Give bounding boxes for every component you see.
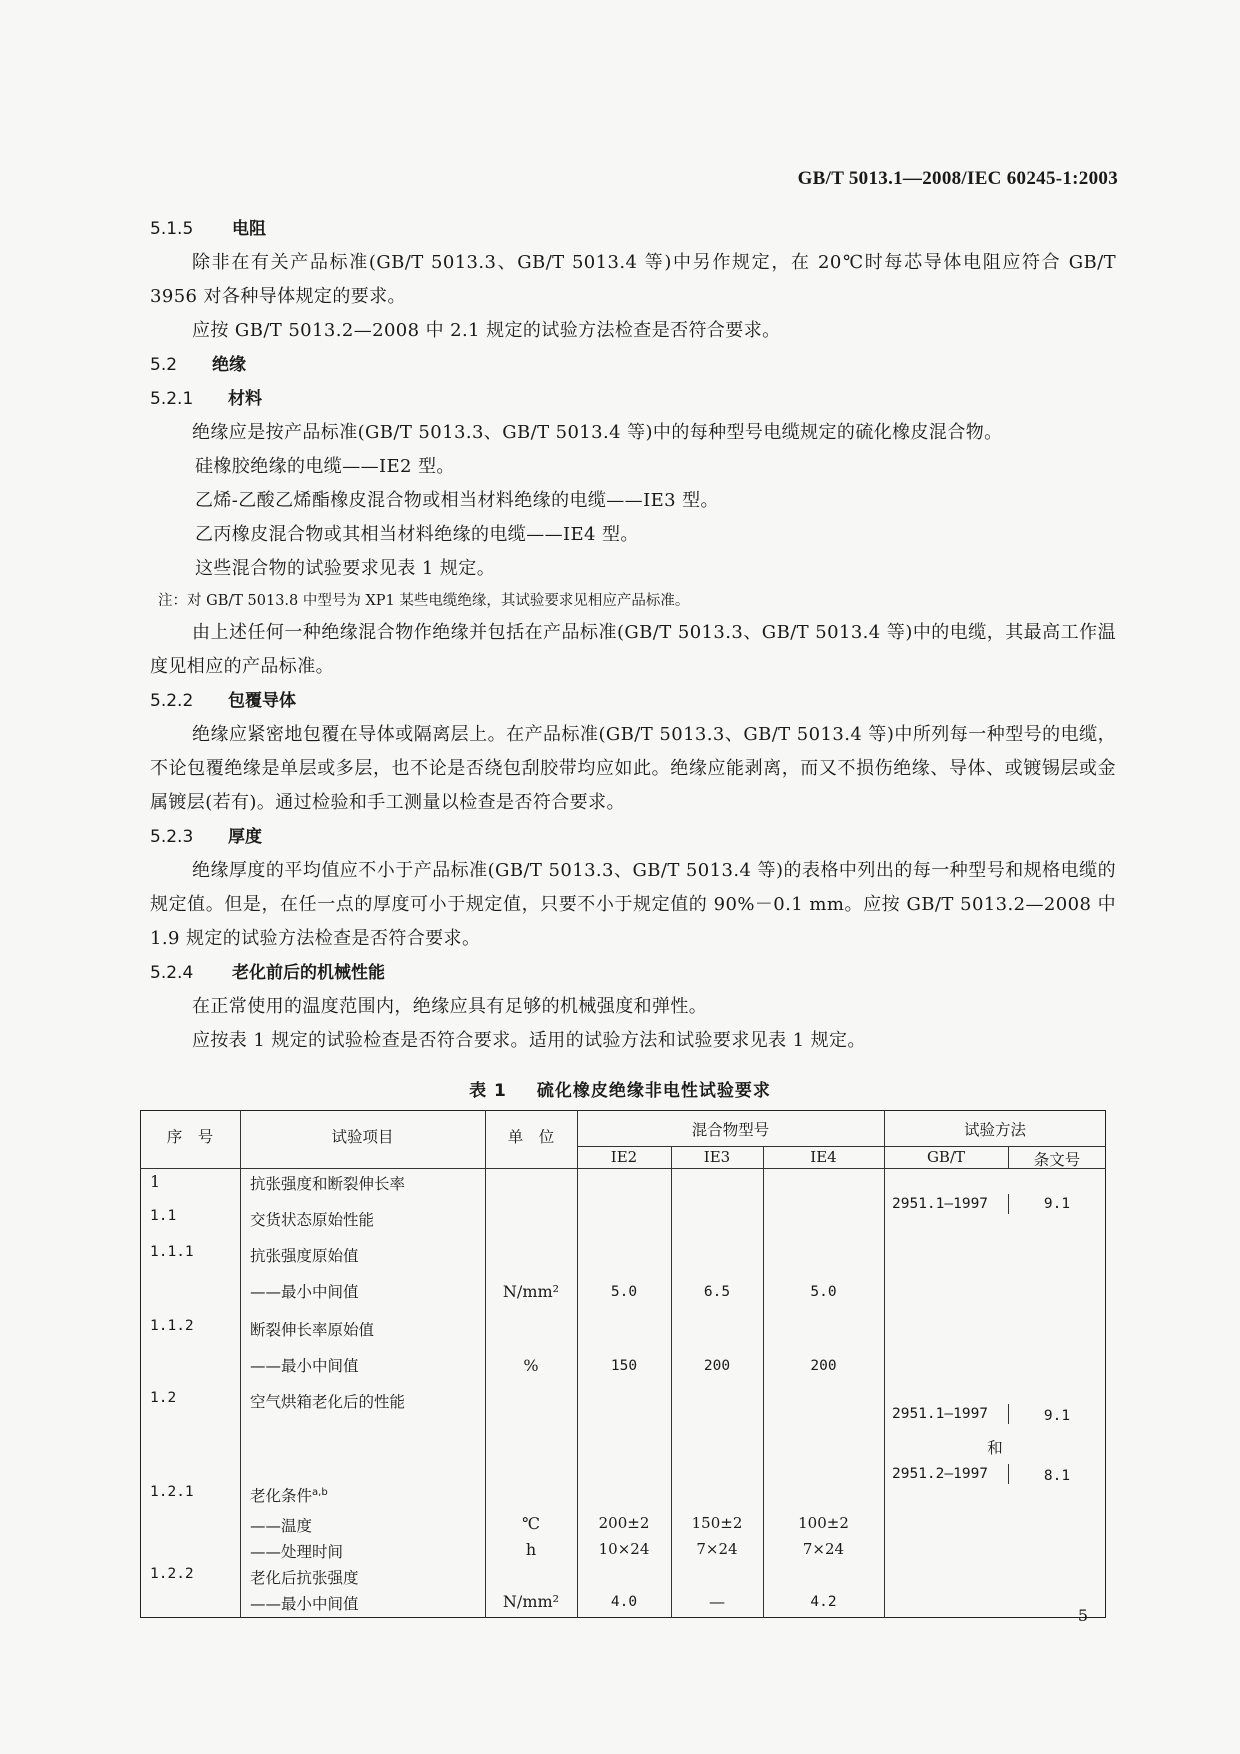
section-5-2-heading [150,348,1116,382]
cell-item: ——温度 [250,1517,313,1535]
cell-seq: 1 [150,1172,161,1191]
footnote-marker: a,b [312,1486,328,1498]
cell-gbt: 2951.1—1997 [892,1196,989,1212]
cell-unit: % [523,1356,539,1375]
header-item: 试验项目 [331,1128,394,1146]
cell-item: ——最小中间值 [250,1595,359,1613]
cell-and: 和 [987,1439,1003,1457]
cell-unit: ℃ [522,1514,540,1533]
cell-item: 老化后抗张强度 [250,1569,359,1587]
cell-clause: 9.1 [1043,1408,1071,1424]
cell-ie2: 5.0 [610,1284,638,1300]
cell-seq: 1.2.2 [150,1566,194,1582]
paragraph: 绝缘厚度的平均值应不小于产品标准(GB/T 5013.3、GB/T 5013.4 等)的表格中列出的每一种型号和规格电缆的规定值。但是，在任一点的厚度可小于规定值，只要不小于规定值的 90%－0.1 mm。应按 GB/T 5013.2—2008 中 1.9 规定的试验方法检查是否符合要求。 [150,860,1116,949]
cell-seq: 1.2.1 [150,1484,194,1500]
section-5-2-2-heading [150,684,1116,718]
list-line: 硅橡胶绝缘的电缆——IE2 型。 [195,456,455,477]
table-caption: 硫化橡皮绝缘非电性试验要求 [536,1081,771,1101]
section-number: 5.2.1 [150,389,194,409]
list-line: 这些混合物的试验要求见表 1 规定。 [195,558,496,579]
cell-ie3: 150±2 [691,1514,743,1532]
note: 注：对 GB/T 5013.8 中型号为 XP1 某些电缆绝缘，其试验要求见相应产品标准。 [158,593,690,609]
cell-ie2: 10×24 [598,1540,650,1558]
paragraph: 应按 GB/T 5013.2—2008 中 2.1 规定的试验方法检查是否符合要求。 [192,320,781,341]
cell-ie3: 7×24 [696,1540,738,1558]
paragraph: 由上述任何一种绝缘混合物作绝缘并包括在产品标准(GB/T 5013.3、GB/T 5013.4 等)中的电缆，其最高工作温度见相应的产品标准。 [150,622,1116,677]
section-number: 5.2.2 [150,691,194,711]
cell-ie4: 200 [810,1358,837,1374]
cell-item: 抗张强度原始值 [250,1247,359,1265]
header-compound: 混合物型号 [691,1121,770,1139]
cell-ie2: 200±2 [598,1514,650,1532]
list-line: 乙烯-乙酸乙烯酯橡皮混合物或相当材料绝缘的电缆——IE3 型。 [195,490,719,511]
section-number: 5.1.5 [150,219,194,239]
header-clause: 条文号 [1033,1151,1081,1169]
cell-ie4: 100±2 [798,1514,849,1532]
cell-ie2: 150 [610,1358,638,1374]
header-seq: 序 号 [166,1128,214,1146]
section-5-2-4-heading [150,956,1116,990]
paragraph: 应按表 1 规定的试验检查是否符合要求。适用的试验方法和试验要求见表 1 规定。 [192,1030,866,1051]
cell-unit: N/mm² [502,1282,560,1301]
item-text: 老化条件 [250,1487,313,1505]
section-number: 5.2.3 [150,827,194,847]
cell-ie2: 4.0 [610,1594,638,1610]
section-title: 绝缘 [212,355,246,375]
cell-item: 断裂伸长率原始值 [250,1321,375,1339]
cell-ie3: 6.5 [703,1284,731,1300]
requirements-table [140,1110,1106,1618]
paragraph: 在正常使用的温度范围内，绝缘应具有足够的机械强度和弹性。 [192,996,708,1017]
table-title [0,1076,1240,1101]
paragraph: 绝缘应紧密地包覆在导体或隔离层上。在产品标准(GB/T 5013.3、GB/T 5013.4 等)中所列每一种型号的电缆，不论包覆绝缘是单层或多层，也不论是否绕包刮胶带均应如此。绝缘应能剥离，而又不损伤绝缘、导体、或镀锡层或金属镀层(若有)。通过检验和手工测量以检查是否符合要求。 [150,724,1116,813]
header-method: 试验方法 [963,1121,1026,1139]
cell-ie4: 5.0 [810,1284,837,1300]
column-rule [240,1110,241,1618]
section-5-1-5-heading [150,212,1116,246]
section-title: 老化前后的机械性能 [232,963,385,983]
paragraph: 绝缘应是按产品标准(GB/T 5013.3、GB/T 5013.4 等)中的每种型号电缆规定的硫化橡皮混合物。 [192,422,1003,443]
header-ie4: IE4 [810,1148,837,1166]
document-body [150,212,1116,1058]
section-title: 厚度 [228,827,262,847]
cell-clause: 8.1 [1043,1468,1071,1484]
standard-code-header: GB/T 5013.1—2008/IEC 60245-1:2003 [797,168,1118,189]
cell-clause: 9.1 [1043,1196,1071,1212]
cell-ie3: — [709,1592,725,1611]
cell-item: 交货状态原始性能 [250,1211,375,1229]
section-title: 电阻 [232,219,266,239]
header-unit: 单 位 [507,1128,555,1146]
table-number: 表 1 [469,1081,507,1101]
cell-ie4: 4.2 [810,1594,837,1610]
section-number: 5.2.4 [150,963,194,983]
section-title: 材料 [228,389,262,409]
cell-seq: 1.1 [150,1208,177,1224]
cell-item [250,1484,328,1506]
cell-seq: 1.2 [150,1390,177,1406]
section-number: 5.2 [150,355,178,375]
cell-item: 抗张强度和断裂伸长率 [250,1175,406,1193]
paragraph: 除非在有关产品标准(GB/T 5013.3、GB/T 5013.4 等)中另作规定，在 20℃时每芯导体电阻应符合 GB/T 3956 对各种导体规定的要求。 [150,252,1116,307]
row-rule [884,1146,1106,1147]
section-5-2-3-heading [150,820,1116,854]
cell-item: 空气烘箱老化后的性能 [250,1393,406,1411]
cell-item: ——最小中间值 [250,1283,359,1301]
section-5-2-1-heading [150,382,1116,416]
cell-item: ——处理时间 [250,1543,344,1561]
header-ie2: IE2 [610,1148,638,1166]
cell-ie4: 7×24 [802,1540,845,1558]
header-ie3: IE3 [703,1148,731,1166]
section-title: 包覆导体 [228,691,296,711]
cell-gbt: 2951.2—1997 [892,1466,989,1482]
cell-gbt: 2951.1—1997 [892,1406,989,1422]
list-line: 乙丙橡皮混合物或其相当材料绝缘的电缆——IE4 型。 [195,524,639,545]
cell-ie3: 200 [703,1358,731,1374]
page-number: 5 [1077,1606,1088,1625]
row-rule [140,1168,1106,1169]
cell-seq: 1.1.2 [150,1318,194,1334]
cell-item: ——最小中间值 [250,1357,359,1375]
cell-unit: N/mm² [502,1592,560,1611]
cell-unit: h [525,1540,537,1559]
header-gbt: GB/T [926,1148,966,1166]
row-rule [577,1146,884,1147]
column-rule [884,1110,885,1618]
cell-seq: 1.1.1 [150,1244,194,1260]
